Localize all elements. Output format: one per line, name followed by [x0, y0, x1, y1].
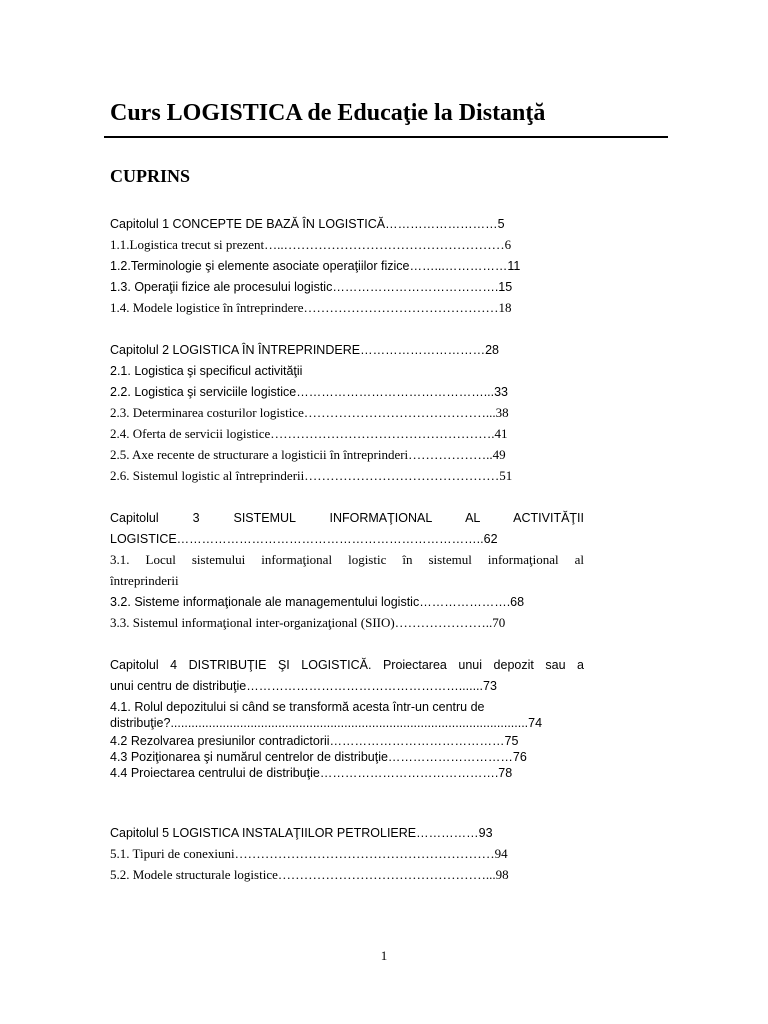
- toc-heading: CUPRINS: [110, 166, 191, 186]
- toc-entry-3-1: 3.1. Locul sistemului informaţional logistic în sistemul informaţional al: [110, 552, 584, 567]
- page-number: 1: [380, 948, 388, 963]
- toc-entry-3-1-cont: întreprinderii: [110, 573, 179, 588]
- toc-entry-4-3: 4.3 Poziţionarea şi numărul centrelor de distribuţie…………………………76: [110, 750, 527, 764]
- toc-entry-1-3: 1.3. Operaţii fizice ale procesului logistic………………………………….15: [110, 280, 513, 294]
- toc-entry-5-2: 5.2. Modele structurale logistice…………………………………………...98: [110, 867, 509, 882]
- toc-entry-chapter-4: Capitolul 4 DISTRIBUŢIE ŞI LOGISTICĂ. Proiectarea unui depozit sau a: [110, 658, 584, 672]
- toc-entry-4-2: 4.2 Rezolvarea presiunilor contradictorii……………………………………75: [110, 734, 519, 748]
- toc-entry-3-2: 3.2. Sisteme informaţionale ale managementului logistic………………….68: [110, 595, 525, 609]
- toc-entry-chapter-1: Capitolul 1 CONCEPTE DE BAZĂ ÎN LOGISTICĂ………………………5: [110, 217, 505, 231]
- toc-entry-2-2: 2.2. Logistica şi serviciile logistice………………………………………...33: [110, 385, 509, 399]
- toc-entry-chapter-3: Capitolul 3 SISTEMUL INFORMAŢIONAL AL ACTIVITĂŢII: [110, 511, 584, 525]
- toc-entry-1-4: 1.4. Modele logistice în întreprindere………………………………………18: [110, 300, 512, 315]
- toc-entry-chapter-3-cont: LOGISTICE………………………………………………………………..62: [110, 532, 498, 546]
- toc-entry-chapter-4-cont: unui centru de distribuţie…………………………………………….......73: [110, 679, 497, 693]
- toc-entry-2-5: 2.5. Axe recente de structurare a logisticii în întreprinderi………………..49: [110, 447, 506, 462]
- toc-entry-chapter-5: Capitolul 5 LOGISTICA INSTALAŢIILOR PETROLIERE……………93: [110, 826, 493, 840]
- toc-entry-1-1: 1.1.Logistica trecut si prezent…..……………………………………………6: [110, 237, 512, 252]
- toc-entry-4-1: 4.1. Rolul depozitului si când se transformă acesta într-un centru de: [110, 700, 485, 714]
- toc-entry-chapter-2: Capitolul 2 LOGISTICA ÎN ÎNTREPRINDERE…………………………28: [110, 343, 499, 357]
- toc-entry-5-1: 5.1. Tipuri de conexiuni……………………………………………………94: [110, 846, 508, 861]
- toc-entry-2-3: 2.3. Determinarea costurilor logistice……………………………………...38: [110, 405, 509, 420]
- toc-entry-4-4: 4.4 Proiectarea centrului de distribuţie…………………………………….78: [110, 766, 513, 780]
- toc-entry-2-1: 2.1. Logistica şi specificul activităţii: [110, 364, 303, 378]
- toc-entry-1-2: 1.2.Terminologie şi elemente asociate operaţiilor fizice……...……………11: [110, 259, 521, 273]
- toc-entry-3-3: 3.3. Sistemul informaţional inter-organizaţional (SIIO)…………………..70: [110, 615, 506, 630]
- toc-entry-2-4: 2.4. Oferta de servicii logistice…………………………………………….41: [110, 426, 508, 441]
- title-underline: [104, 136, 668, 138]
- document-title: Curs LOGISTICA de Educaţie la Distanţă: [110, 100, 546, 126]
- toc-entry-4-1-cont: distribuţie?.......................................................................................................74: [110, 716, 543, 730]
- toc-entry-2-6: 2.6. Sistemul logistic al întreprinderii………………………………………51: [110, 468, 513, 483]
